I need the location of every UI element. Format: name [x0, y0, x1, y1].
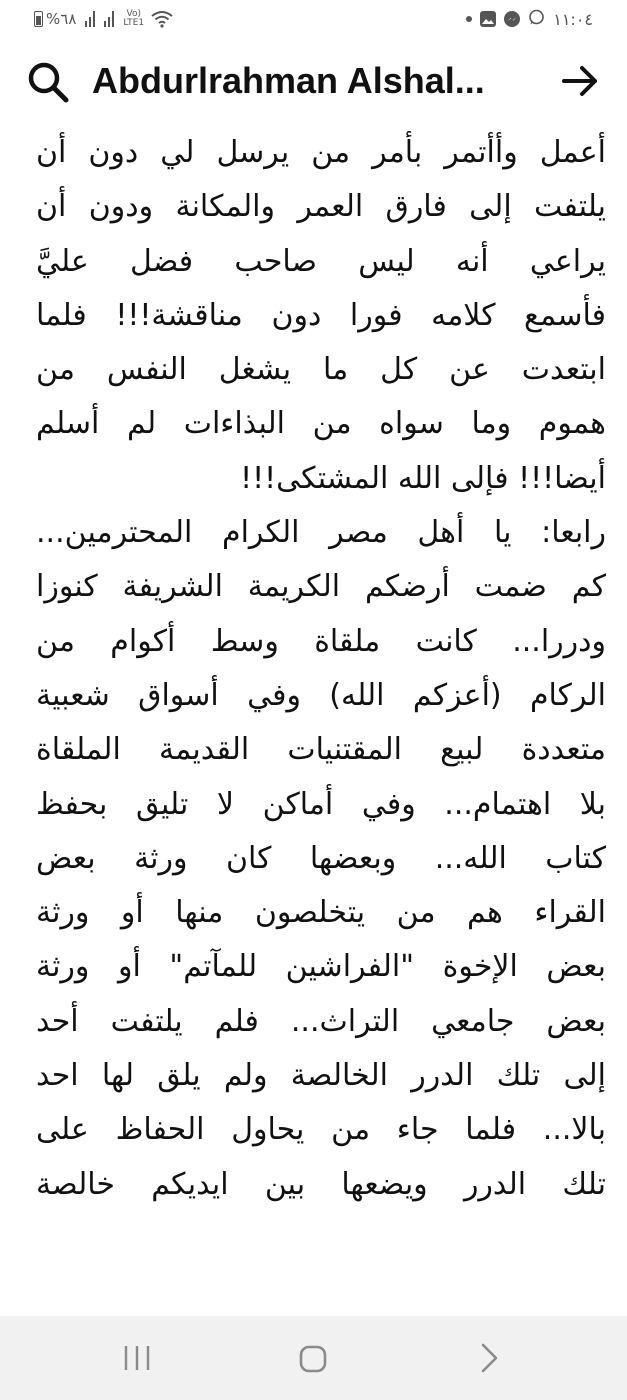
article-line: أيضا!!! فإلى الله المشتكى!!! — [240, 460, 606, 496]
app-header — [0, 48, 627, 114]
article-body — [36, 126, 606, 1312]
article-line: الركام (أعزكم الله) وفي أسواق شعبية — [36, 677, 606, 713]
recent-apps-icon[interactable] — [122, 1344, 152, 1372]
whatsapp-icon — [528, 9, 545, 30]
signal-icon — [85, 11, 95, 27]
article-line: فأسمع كلامه فورا دون مناقشة!!! فلما — [36, 297, 606, 333]
article-line: القراء هم من يتخلصون منها أو ورثة — [36, 895, 606, 931]
wifi-icon — [151, 10, 173, 28]
article-line: يلتفت إلى فارق العمر والمكانة ودون أن — [36, 189, 606, 225]
gallery-icon — [480, 11, 496, 27]
messenger-icon — [504, 11, 520, 27]
home-icon[interactable] — [298, 1344, 328, 1374]
article-line: بلا اهتمام... وفي أماكن لا تليق بحفظ — [36, 786, 606, 822]
article-line: ابتعدت عن كل ما يشغل النفس من — [36, 352, 606, 388]
volte-indicator — [123, 10, 144, 28]
article-line: ودررا... كانت ملقاة وسط أكوام من — [36, 623, 606, 659]
article-line: يراعي أنه ليس صاحب فضل عليَّ — [36, 243, 606, 279]
article-line: بعض جامعي التراث... فلم يلتفت أحد — [36, 1003, 606, 1039]
article-line: تلك الدرر ويضعها بين ايديكم خالصة — [36, 1166, 606, 1202]
status-left-group — [34, 8, 173, 30]
article-line: كم ضمت أرضكم الكريمة الشريفة كنوزا — [36, 569, 606, 605]
status-time: ١١:٠٤ — [553, 9, 593, 29]
arrow-right-icon[interactable] — [560, 61, 600, 101]
article-line: بالا... فلما جاء من يحاول الحفاظ على — [36, 1112, 606, 1148]
back-icon[interactable] — [476, 1342, 502, 1374]
battery-icon — [34, 11, 43, 27]
signal-icon-2 — [104, 11, 114, 27]
article-line: متعددة لبيع المقتنيات القديمة الملقاة — [36, 732, 606, 768]
status-right-group — [466, 8, 593, 30]
status-bar — [0, 0, 627, 40]
article-line: أعمل وأأتمر بأمر من يرسل لي دون أن — [36, 135, 606, 170]
article-line: رابعا: يا أهل مصر الكرام المحترمين... — [36, 515, 606, 551]
article-line: كتاب الله... وبعضها كان ورثة بعض — [36, 840, 606, 876]
volte-label-top: Vo) — [126, 9, 141, 19]
navigation-bar — [0, 1316, 627, 1400]
volte-label-bottom: LTE1 — [123, 18, 145, 28]
article-line: إلى تلك الدرر الخالصة ولم يلق لها احد — [36, 1058, 606, 1094]
article-line: بعض الإخوة "الفراشين للمآتم" أو ورثة — [36, 949, 606, 985]
page-title: Abdurlrahman Alshal... — [92, 60, 485, 101]
notification-dot-icon — [466, 16, 472, 22]
battery-percentage: %٦٨ — [46, 10, 77, 28]
article-line: هموم وما سواه من البذاءات لم أسلم — [36, 406, 606, 442]
search-icon[interactable] — [26, 60, 70, 104]
